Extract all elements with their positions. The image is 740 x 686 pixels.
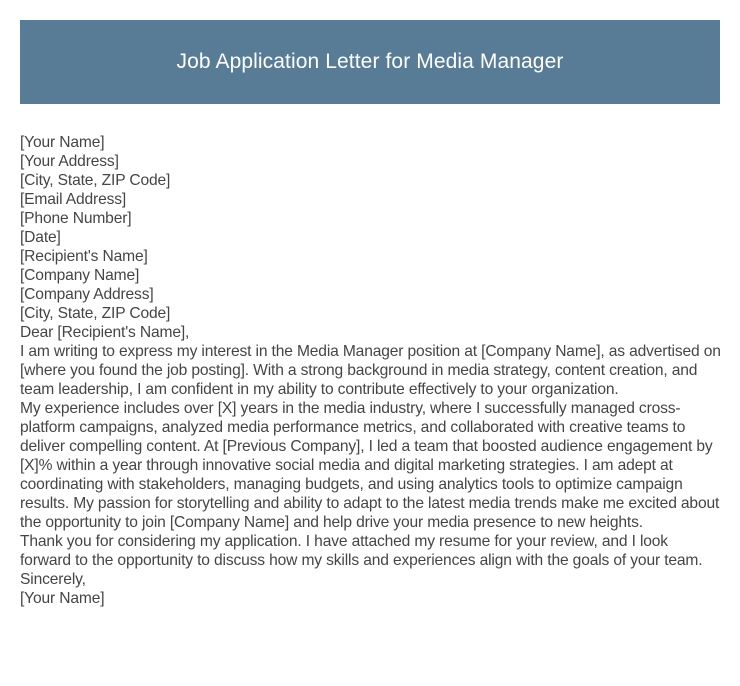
recipient-city-state-zip: [City, State, ZIP Code] [20, 305, 171, 322]
sender-city-state-zip: [City, State, ZIP Code] [20, 172, 171, 189]
recipient-company-address: [Company Address] [20, 286, 154, 303]
sender-block [20, 133, 722, 228]
sender-name: [Your Name] [20, 134, 105, 151]
closing: Sincerely, [20, 571, 86, 588]
sender-email: [Email Address] [20, 191, 127, 208]
paragraph-intro: I am writing to express my interest in the Media Manager position at [Company Name], as advertised on [where you found the job posting]. With a strong background in media strategy, content creation, and team leadership, I am confident in my ability to contribute effectively to your organization. [20, 343, 721, 398]
sender-address: [Your Address] [20, 153, 119, 170]
recipient-company: [Company Name] [20, 267, 140, 284]
title-banner [20, 20, 720, 104]
paragraph-closing: Thank you for considering my application. I have attached my resume for your review, and I look forward to the opportunity to discuss how my skills and experiences align with the goals of your team. [20, 533, 703, 569]
paragraph-experience: My experience includes over [X] years in the media industry, where I successfully managed cross-platform campaigns, analyzed media performance metrics, and collaborated with creative teams to deliver compelling content. At [Previous Company], I led a team that boosted audience engagement by [X]% within a year through innovative social media and digital marketing strategies. I am adept at coordinating with stakeholders, managing budgets, and using analytics tools to optimize campaign results. My passion for storytelling and ability to adapt to the latest media trends make me excited about the opportunity to join [Company Name] and help drive your media presence to new heights. [20, 400, 720, 531]
salutation: Dear [Recipient's Name], [20, 324, 190, 341]
signature: [Your Name] [20, 590, 105, 607]
letter-date: [Date] [20, 229, 61, 246]
sender-phone: [Phone Number] [20, 210, 132, 227]
letter-body [20, 133, 722, 608]
recipient-name: [Recipient's Name] [20, 248, 148, 265]
recipient-block [20, 247, 722, 323]
page-title: Job Application Letter for Media Manager [176, 50, 564, 73]
